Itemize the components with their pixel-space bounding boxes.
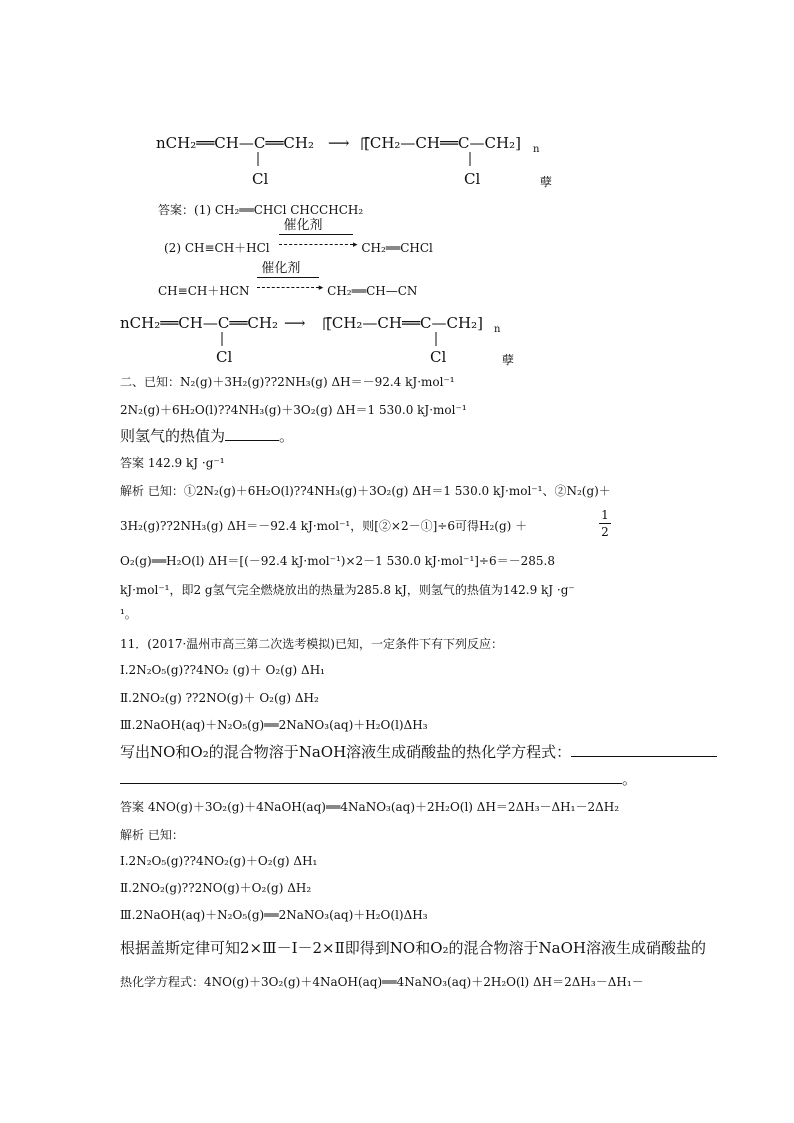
q2-explanation-2: 3H₂(g)??2NH₃(g) ΔH＝－92.4 kJ·mol⁻¹，则[②×2－①]÷6可得H₂(g) ＋ (120, 519, 528, 533)
polymer-formula-2: [CH₂—CH══C—CH₂] (326, 314, 483, 332)
answer-3-right: CH₂══CH—CN (327, 284, 418, 298)
monomer-formula-2: nCH₂══CH—C══CH₂ (120, 314, 278, 332)
reaction-arrow: ⟶ (328, 134, 350, 152)
q11-answer-blank-1 (571, 745, 717, 757)
polymerization-equation-2 (114, 306, 534, 372)
q11-conclusion-1: 根据盖斯定律可知2×Ⅲ－Ⅰ－2×Ⅱ即得到NO和O₂的混合物溶于NaOH溶液生成硝酸盐的 (120, 939, 706, 957)
q2-explanation-5: ¹。 (120, 607, 137, 621)
catalyst-label-2: 催化剂 (261, 261, 301, 276)
q11-prompt-line-2 (120, 771, 637, 787)
polymer-formula: [CH₂—CH══C—CH₂] (364, 134, 521, 152)
q11-explanation-label: 解析 已知： (120, 828, 184, 842)
answer-line-3 (158, 261, 418, 299)
one-half-fraction (599, 508, 611, 539)
stray-char-2: 孽 (502, 353, 515, 367)
answer-line-2 (164, 218, 433, 256)
q2-answer: 答案 142.9 kJ ·g⁻¹ (120, 456, 225, 470)
answer-2-left: (2) CH≡CH＋HCl (164, 241, 270, 255)
polymerization-equation-1 (150, 126, 570, 192)
catalyst-arrow-1: 催化剂 ▸ (273, 236, 357, 252)
q11-conclusion-2: 热化学方程式：4NO(g)＋3O₂(g)＋4NaOH(aq)══4NaNO₃(aq)＋2H₂O(l) ΔH＝2ΔH₃－ΔH₁－ (120, 975, 644, 989)
q11-explanation-1: Ⅰ.2N₂O₅(g)??4NO₂(g)＋O₂(g) ΔH₁ (120, 854, 318, 868)
chlorine-right-2: Cl (430, 348, 447, 366)
q11-answer-blank-2 (120, 772, 622, 784)
catalyst-label-1: 催化剂 (283, 218, 323, 233)
polymer-n: n (533, 144, 540, 155)
q2-given-2: 2N₂(g)＋6H₂O(l)??4NH₃(g)＋3O₂(g) ΔH＝1 530.0 kJ·mol⁻¹ (120, 403, 467, 417)
answer-2-right: CH₂══CHCl (361, 241, 433, 255)
fraction-denominator: 2 (601, 525, 609, 539)
stray-char: 孽 (540, 175, 553, 189)
chlorine-left-2: Cl (216, 348, 233, 366)
q11-title: 11．(2017·温州市高三第二次选考模拟)已知，一定条件下有下列反应： (120, 637, 503, 651)
q11-end-mark: 。 (622, 770, 638, 788)
monomer-formula: nCH₂══CH—C══CH₂ (156, 134, 314, 152)
q2-explanation-1: 解析 已知：①2N₂(g)＋6H₂O(l)??4NH₃(g)＋3O₂(g) ΔH＝1 530.0 kJ·mol⁻¹、②N₂(g)＋ (120, 484, 611, 498)
fraction-numerator: 1 (601, 508, 609, 522)
chlorine-left: Cl (252, 170, 269, 188)
answer-label: 答案： (158, 203, 195, 217)
q11-reaction-1: Ⅰ.2N₂O₅(g)??4NO₂ (g)＋ O₂(g) ΔH₁ (120, 663, 325, 677)
q11-prompt-line (120, 744, 717, 760)
q2-answer-blank (225, 429, 279, 441)
q11-explanation-2: Ⅱ.2NO₂(g)??2NO(g)＋O₂(g) ΔH₂ (120, 881, 312, 895)
catalyst-arrow-2: 催化剂 ▸ (253, 279, 323, 295)
q2-explanation-4: kJ·mol⁻¹，即2 g氢气完全燃烧放出的热量为285.8 kJ，则氢气的热值为142.9 kJ ·g⁻ (120, 583, 575, 597)
reaction-arrow-2: ⟶ (284, 314, 306, 332)
answer-3-left: CH≡CH＋HCN (158, 284, 250, 298)
q2-question-text: 则氢气的热值为 (120, 427, 226, 445)
chlorine-right: Cl (464, 170, 481, 188)
answer-line-1 (158, 202, 363, 218)
polymer-n-2: n (494, 324, 501, 335)
q11-explanation-3: Ⅲ.2NaOH(aq)＋N₂O₅(g)══2NaNO₃(aq)＋H₂O(l)ΔH₃ (120, 908, 428, 922)
q11-reaction-2: Ⅱ.2NO₂(g) ??2NO(g)＋ O₂(g) ΔH₂ (120, 691, 319, 705)
q2-question-end: 。 (279, 427, 295, 445)
q11-prompt: 写出NO和O₂的混合物溶于NaOH溶液生成硝酸盐的热化学方程式： (120, 743, 572, 761)
q2-explanation-3: O₂(g)══H₂O(l) ΔH＝[(－92.4 kJ·mol⁻¹)×2－1 530.0 kJ·mol⁻¹]÷6＝－285.8 (120, 554, 555, 568)
q11-answer: 答案 4NO(g)＋3O₂(g)＋4NaOH(aq)══4NaNO₃(aq)＋2H₂O(l) ΔH＝2ΔH₃－ΔH₁－2ΔH₂ (120, 800, 620, 814)
q2-question (120, 428, 294, 444)
q11-reaction-3: Ⅲ.2NaOH(aq)＋N₂O₅(g)══2NaNO₃(aq)＋H₂O(l)ΔH₃ (120, 718, 428, 732)
q2-given-1: 二、已知：N₂(g)＋3H₂(g)??2NH₃(g) ΔH＝－92.4 kJ·mol⁻¹ (120, 375, 455, 389)
answer-1-text: (1) CH₂══CHCl CHCCHCH₂ (194, 203, 364, 217)
